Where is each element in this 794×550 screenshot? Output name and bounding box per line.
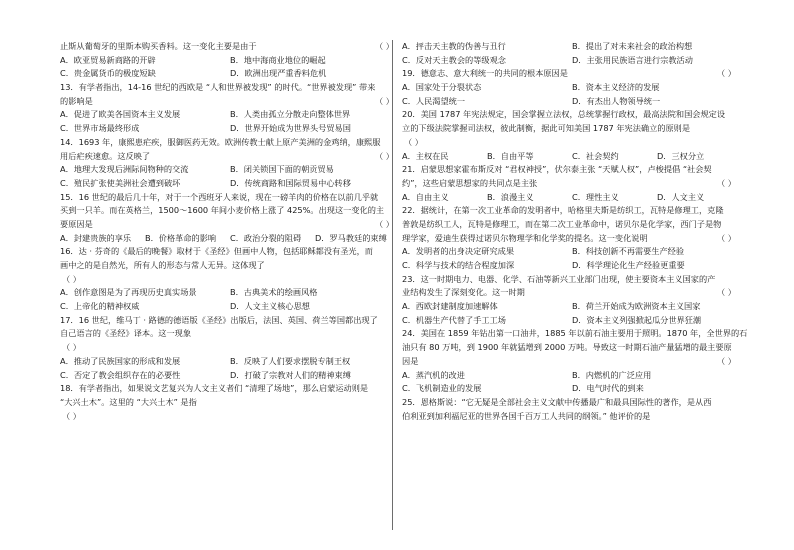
answer-parentheses: （ ）	[717, 232, 736, 243]
question-line: 伯利亚到加利福尼亚的世界各国千百万工人共同的纲领。” 他评价的是	[402, 410, 651, 421]
options-row	[60, 67, 400, 81]
options-row	[402, 81, 742, 95]
question-line: 20．美国 1787 年宪法规定，国会掌握立法权，总统掌握行政权，最高法院和国会规定设	[402, 109, 726, 120]
options-row	[60, 177, 400, 191]
option-a: A．主权在民	[402, 150, 449, 161]
answer-parentheses: （ ）	[717, 355, 736, 366]
option-b: B．资本主义经济的发展	[572, 82, 660, 93]
options-row	[60, 355, 400, 369]
answer-parentheses: （ ）	[62, 342, 81, 353]
option-c: C．理性主义	[572, 191, 619, 202]
options-row	[402, 95, 742, 109]
option-a: A．自由主义	[402, 191, 449, 202]
question-line: 要原因是 （ ）	[60, 218, 400, 232]
option-b: B．人类由孤立分散走向整体世界	[230, 109, 351, 120]
option-d: D．电气时代的到来	[572, 383, 644, 394]
question-line: 16．达 · 芬奇的《最后的晚餐》取材于《圣经》但画中人物，包括耶稣都没有圣光，而	[60, 246, 373, 257]
options-row	[402, 369, 742, 383]
option-c: C．机器生产代替了手工工场	[402, 314, 506, 325]
options-row	[402, 245, 742, 259]
options-row	[60, 163, 400, 177]
options-row	[60, 108, 400, 122]
question-line: 油只有 80 万吨，到 1900 年就猛增到 2000 万吨。导致这一时期石油产量猛增的最主要原	[402, 342, 732, 353]
answer-parentheses: （ ）	[717, 287, 736, 298]
answer-parentheses: （ ）	[717, 177, 736, 188]
option-b: B．浪漫主义	[487, 191, 534, 202]
question-line: 因是 （ ）	[402, 355, 742, 369]
option-d: D．人文主义	[657, 191, 705, 202]
option-b: B．科技创新不再需要生产经验	[572, 246, 685, 257]
option-d: D．欧洲出现严重香料危机	[230, 68, 327, 79]
option-b: B．提出了对未来社会的政治构想	[572, 41, 693, 51]
answer-parentheses: （ ）	[62, 273, 81, 284]
option-d: D．资本主义列强掀起瓜分世界狂潮	[572, 314, 702, 325]
options-row	[402, 40, 742, 54]
option-a: A．创作意图是为了再现历史真实场景	[60, 287, 197, 298]
option-b: B．古典美术的绘画风格	[230, 287, 318, 298]
option-a: A．蒸汽机的改进	[402, 369, 465, 380]
answer-parentheses: （ ）	[375, 41, 394, 51]
question-line: 约”，这些启蒙思想家的共同点是主张 （ ）	[402, 177, 742, 191]
question-line: 13．有学者指出，14-16 世纪的西欧是 “人和世界被发现” 的时代。“世界被发现” 带来	[60, 82, 376, 93]
option-a: A．地理大发现后洲际间物种的交流	[60, 164, 189, 175]
question-line: 止斯从葡萄牙的里斯本购买香料。这一变化主要是由于 （ ）	[60, 40, 400, 54]
option-b: B．地中海商业地位的崛起	[230, 54, 326, 65]
options-row	[402, 191, 742, 205]
option-c: C．殖民扩张使美洲社会遭到破坏	[60, 177, 181, 188]
options-row	[60, 232, 400, 246]
options-row	[60, 286, 400, 300]
option-c: C．政治分裂的阻碍	[230, 232, 302, 243]
option-d: D．传统商路和国际贸易中心转移	[230, 177, 351, 188]
option-c: C．贵金属货币的极度短缺	[60, 68, 156, 79]
question-line: 用后疟疾速愈。这反映了 （ ）	[60, 150, 400, 164]
question-line: 理学家，爱迪生获得过诺贝尔物理学和化学奖的提名。这一变化说明 （ ）	[402, 232, 742, 246]
option-b: B．反映了人们要求摆脱专制王权	[230, 355, 351, 366]
option-d: D．三权分立	[657, 150, 705, 161]
option-a: A．国家处于分裂状态	[402, 82, 482, 93]
options-row	[402, 259, 742, 273]
option-d: D．世界开始成为世界头号贸易国	[230, 123, 351, 134]
option-b: B．荷兰开始成为欧洲资本主义国家	[572, 301, 701, 312]
option-b: B．闭关锁国下面的朝贡贸易	[230, 164, 334, 175]
options-row	[402, 314, 742, 328]
answer-parentheses: （ ）	[375, 218, 394, 229]
question-line: 自己语言的《圣经》译本。这一现象	[60, 328, 192, 339]
option-a: A．西欧封建制度加速解体	[402, 301, 498, 312]
question-line: 业结构发生了深刻变化。这一时期 （ ）	[402, 286, 742, 300]
options-row	[60, 54, 400, 68]
option-d: D．罗马教廷的束缚	[315, 232, 387, 243]
option-a: A．欧亚贸易新商路的开辟	[60, 54, 156, 65]
options-row	[60, 122, 400, 136]
options-row	[60, 369, 400, 383]
option-a: A．封建贵族的享乐	[60, 232, 132, 243]
option-c: C．否定了教会组织存在的必要性	[60, 369, 181, 380]
option-d: D．有杰出人物领导统一	[572, 95, 661, 106]
question-line: 的影响是 （ ）	[60, 95, 400, 109]
option-d: D．科学理论化生产经验更重要	[572, 260, 685, 270]
question-line: 24．美国在 1859 年钻出第一口油井，1885 年以前石油主要用于照明。1870 年，全世界的石	[402, 328, 748, 339]
answer-parentheses: （ ）	[375, 150, 394, 161]
option-c: C．社会契约	[572, 150, 619, 161]
answer-parentheses: （ ）	[375, 95, 394, 106]
option-b: B．内燃机的广泛应用	[572, 369, 652, 380]
option-c: C．飞机制造业的发展	[402, 383, 482, 394]
question-line: 19．德意志、意大利统一的共同的根本原因是 （ ）	[402, 67, 742, 81]
options-row	[402, 382, 742, 396]
option-b: B．自由平等	[487, 150, 534, 161]
question-line: 画中之的是自然光，所有人的形态与常人无异。这体现了	[60, 260, 265, 270]
option-d: D．打破了宗教对人们的精神束缚	[230, 369, 351, 380]
option-b: B．价格革命的影响	[145, 232, 217, 243]
answer-parentheses: （ ）	[62, 410, 81, 421]
option-a: A．推动了民族国家的形成和发展	[60, 355, 181, 366]
question-line: “大兴土木”。这里的 “大兴土木” 是指	[60, 396, 197, 407]
question-line: 25．恩格斯说：“它无疑是全部社会主义文献中传播最广和最具国际性的著作，是从西	[402, 396, 712, 407]
answer-parentheses: （ ）	[717, 68, 736, 79]
question-line: 17．16 世纪，维马丁 · 路德的德语版《圣经》出版后，法国、英国、荷兰等国都出现了	[60, 314, 378, 325]
options-row	[402, 150, 742, 164]
option-c: C．世界市场最终形成	[60, 123, 140, 134]
question-line: 普敦是纺织工人，瓦特是修理工，而在第二次工业革命中，诺贝尔是化学家，西门子是物	[402, 218, 722, 229]
option-d: D．主张用民族语言进行宗教活动	[572, 54, 693, 65]
option-a: A．促进了欧美各国资本主义发展	[60, 109, 181, 120]
option-c: C．反对天主教会的等级观念	[402, 54, 506, 65]
question-line: 22．据统计，在第一次工业革命的发明者中，哈格里夫斯是纺织工，瓦特是修理工，克隆	[402, 205, 724, 216]
option-d: D．人文主义核心思想	[230, 301, 310, 312]
options-row	[402, 300, 742, 314]
options-row	[402, 54, 742, 68]
answer-parentheses: （ ）	[404, 136, 423, 147]
right-column	[402, 40, 748, 423]
option-c: C．人民渴望统一	[402, 95, 466, 106]
option-a: A．发明者的出身决定研究成果	[402, 246, 515, 257]
option-a: A．抨击天主教的伪善与丑行	[402, 41, 506, 51]
question-line: 23．这一时期电力、电器、化学、石油等新兴工业部门出现，使主要资本主义国家的产	[402, 273, 716, 284]
option-c: C．科学与技术的结合程度加深	[402, 260, 515, 270]
question-line: 21．启蒙思想家霍布斯反对 “君权神授”，伏尔泰主张 “天赋人权”，卢梭提倡 “社会契	[402, 164, 712, 175]
question-line: 立的下级法院掌握司法权，彼此制衡，据此可知美国 1787 年宪法确立的原则是	[402, 123, 691, 134]
question-line: 15．16 世纪的最后几十年，对于一个西班牙人来说，现在一磅羊肉的价格在以前几乎就	[60, 191, 379, 202]
left-column	[60, 40, 400, 423]
question-line: 18．有学者指出，如果说文艺复兴为人文主义者们 “清理了场地”，那么启蒙运动则是	[60, 383, 369, 394]
question-line: 14．1693 年，康熙患疟疾，服御医药无效。欧洲传教士献上原产美洲的金鸡纳，康熙服	[60, 136, 381, 147]
options-row	[60, 300, 400, 314]
option-c: C．上帝化的精神权威	[60, 301, 140, 312]
question-line: 买到一只羊。而在英格兰，1500～1600 年间小麦价格上涨了 425%。出现这一变化的主	[60, 205, 385, 216]
